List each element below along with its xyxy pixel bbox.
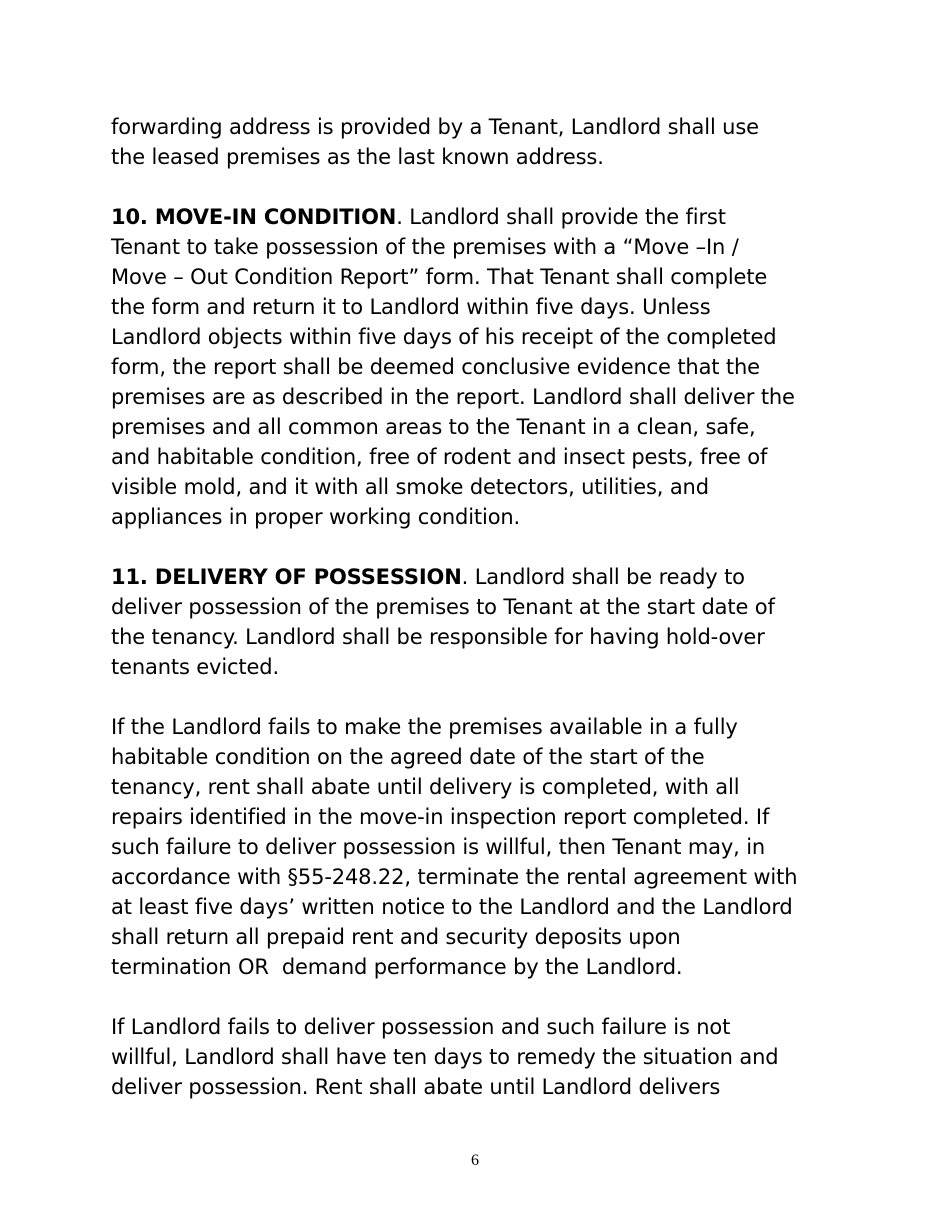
text-line: If Landlord fails to deliver possession and such failure is not: [111, 1015, 731, 1039]
text-line: tenancy, rent shall abate until delivery is completed, with all: [111, 775, 740, 799]
text-line: deliver possession of the premises to Tenant at the start date of: [111, 595, 775, 619]
text-line: Tenant to take possession of the premises with a “Move –In /: [111, 235, 739, 259]
section-11-delivery-of-possession: [111, 562, 846, 682]
text-line: shall return all prepaid rent and security deposits upon: [111, 925, 681, 949]
paragraph-fail-habitable: [111, 712, 846, 982]
text-line: Move – Out Condition Report” form. That Tenant shall complete: [111, 265, 768, 289]
text-line: and habitable condition, free of rodent and insect pests, free of: [111, 445, 768, 469]
text-line: [111, 202, 846, 232]
text-line: premises are as described in the report. Landlord shall deliver the: [111, 385, 795, 409]
text-line: [111, 562, 846, 592]
text-line: tenants evicted.: [111, 655, 279, 679]
text-line: visible mold, and it with all smoke detectors, utilities, and: [111, 475, 709, 499]
text-line: accordance with §55-248.22, terminate the rental agreement with: [111, 865, 798, 889]
text-line: Landlord objects within five days of his receipt of the completed: [111, 325, 777, 349]
text-line: willful, Landlord shall have ten days to remedy the situation and: [111, 1045, 779, 1069]
document-body: [111, 112, 846, 1102]
continuation-paragraph: [111, 112, 846, 172]
text-line: premises and all common areas to the Tenant in a clean, safe,: [111, 415, 756, 439]
page-number: 6: [471, 1152, 479, 1169]
text-line: appliances in proper working condition.: [111, 505, 521, 529]
text-line: at least five days’ written notice to the Landlord and the Landlord: [111, 895, 793, 919]
text-line: the leased premises as the last known address.: [111, 145, 604, 169]
heading-trailing-text: . Landlord shall provide the first: [396, 205, 726, 229]
section-10-move-in-condition: [111, 202, 846, 532]
text-line: form, the report shall be deemed conclusive evidence that the: [111, 355, 760, 379]
section-heading: 11. DELIVERY OF POSSESSION: [111, 565, 462, 589]
text-line: If the Landlord fails to make the premises available in a fully: [111, 715, 738, 739]
text-line: forwarding address is provided by a Tenant, Landlord shall use: [111, 115, 759, 139]
section-heading: 10. MOVE-IN CONDITION: [111, 205, 397, 229]
text-line: repairs identified in the move-in inspection report completed. If: [111, 805, 770, 829]
text-line: termination OR demand performance by the Landlord.: [111, 955, 683, 979]
text-line: such failure to deliver possession is willful, then Tenant may, in: [111, 835, 766, 859]
text-line: the tenancy. Landlord shall be responsible for having hold-over: [111, 625, 765, 649]
text-line: the form and return it to Landlord within five days. Unless: [111, 295, 711, 319]
paragraph-not-willful: [111, 1012, 846, 1102]
heading-trailing-text: . Landlord shall be ready to: [461, 565, 745, 589]
text-line: habitable condition on the agreed date of the start of the: [111, 745, 705, 769]
text-line: deliver possession. Rent shall abate until Landlord delivers: [111, 1075, 721, 1099]
